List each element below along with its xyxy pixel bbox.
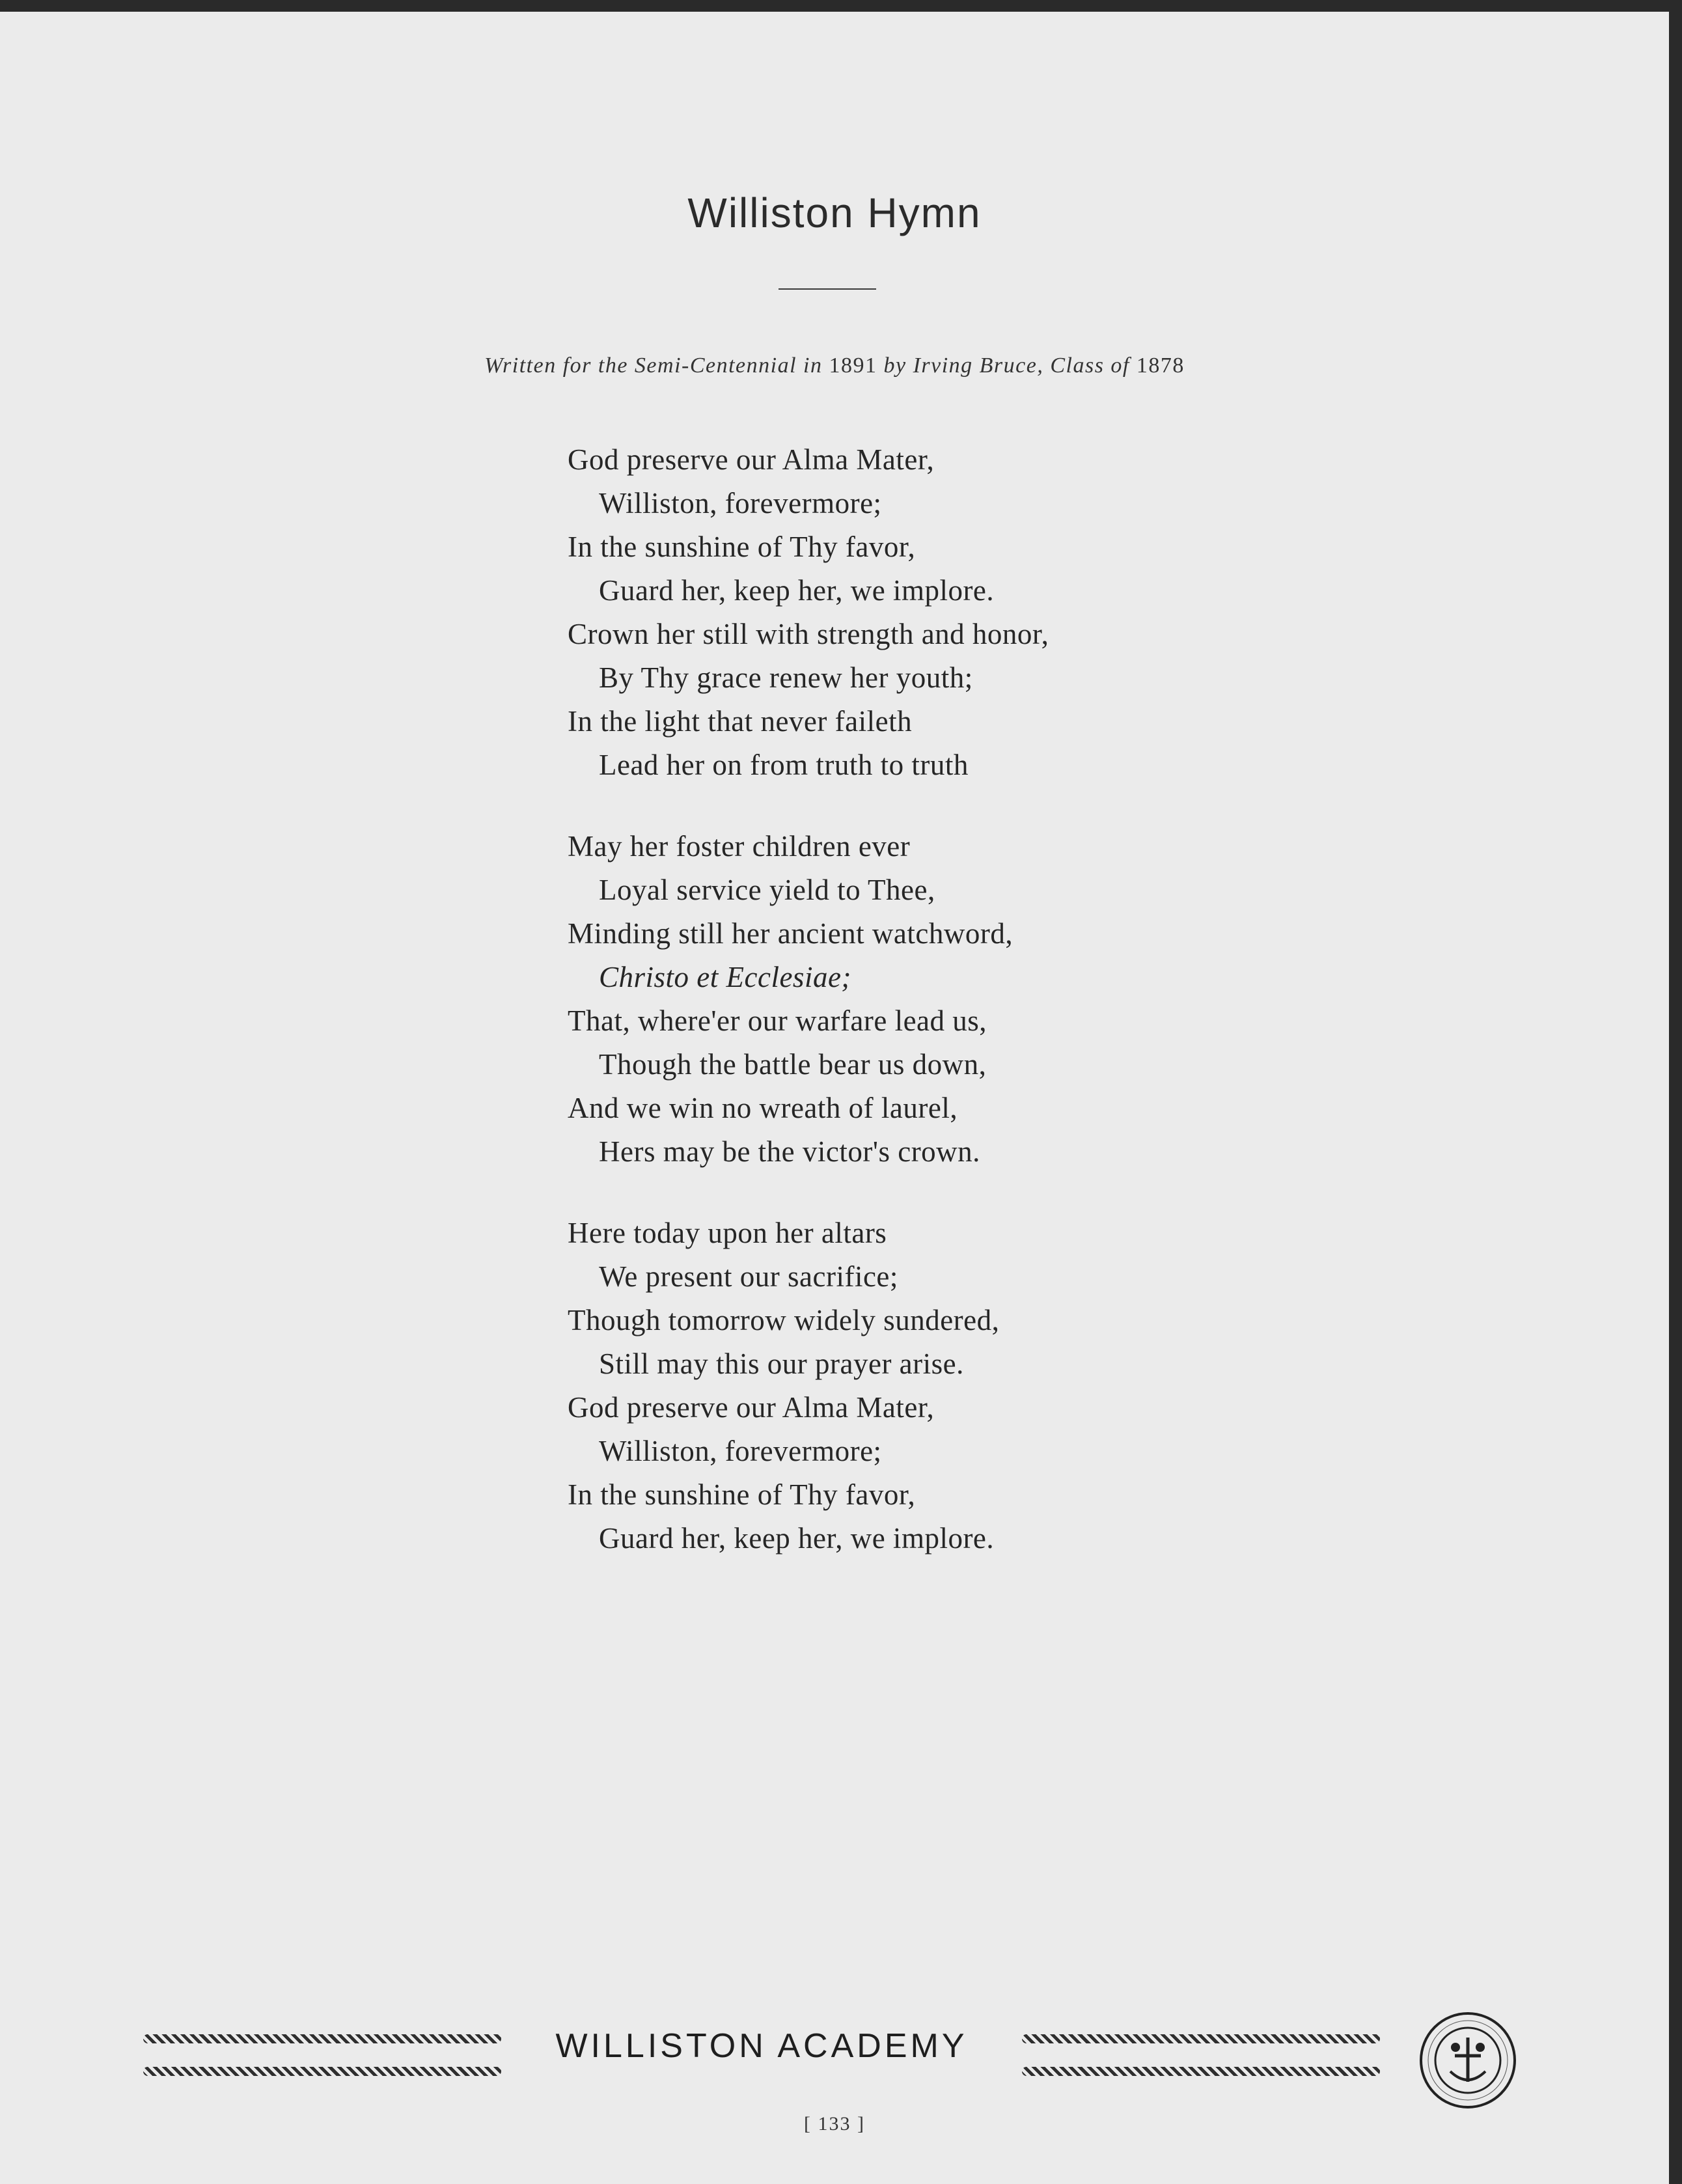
verse-line: God preserve our Alma Mater,	[568, 1391, 935, 1424]
subtitle-year-1891: 1891	[829, 353, 877, 378]
verse-line-motto: Christo et Ecclesiae;	[599, 961, 851, 993]
verse-line: Williston, forevermore;	[599, 487, 882, 519]
hymn-text	[568, 438, 1284, 1598]
document-page	[0, 12, 1669, 2184]
verse-line: Guard her, keep her, we implore.	[599, 574, 995, 607]
stanza-3	[568, 1211, 1284, 1560]
verse-line: That, where'er our warfare lead us,	[568, 1004, 987, 1037]
verse-line: Minding still her ancient watchword,	[568, 917, 1013, 950]
subtitle-occasion: for the Semi-Centennial in	[562, 353, 823, 378]
verse-line: May her foster children ever	[568, 830, 911, 863]
verse-line: Here today upon her altars	[568, 1217, 887, 1249]
verse-line: By Thy grace renew her youth;	[599, 661, 973, 694]
verse-line: In the sunshine of Thy favor,	[568, 531, 916, 563]
page-title: Williston Hymn	[687, 189, 982, 236]
ornament-chain-right-bottom	[1022, 2067, 1380, 2076]
verse-line: Guard her, keep her, we implore.	[599, 1522, 995, 1555]
page-number: [ 133 ]	[804, 2113, 865, 2135]
verse-line: Williston, forevermore;	[599, 1435, 882, 1467]
verse-line: Loyal service yield to Thee,	[599, 874, 935, 906]
title-rule	[779, 288, 876, 290]
subtitle-year-1878: 1878	[1136, 353, 1185, 378]
verse-line: Crown her still with strength and honor,	[568, 618, 1049, 650]
ornament-chain-left-bottom	[143, 2067, 501, 2076]
stanza-2	[568, 825, 1284, 1174]
verse-line: Hers may be the victor's crown.	[599, 1135, 980, 1168]
verse-line: And we win no wreath of laurel,	[568, 1092, 958, 1124]
subtitle-written: Written	[484, 353, 557, 378]
ornament-chain-left-top	[143, 2034, 501, 2043]
verse-line: Though the battle bear us down,	[599, 1048, 987, 1081]
verse-line: We present our sacrifice;	[599, 1260, 898, 1293]
verse-line: Though tomorrow widely sundered,	[568, 1304, 1000, 1336]
subtitle	[0, 353, 1669, 378]
academy-seal-icon	[1419, 2011, 1517, 2109]
footer-school-name: WILLISTON ACADEMY	[555, 2027, 968, 2065]
subtitle-author: by Irving Bruce, Class of	[883, 353, 1130, 378]
stanza-1	[568, 438, 1284, 787]
ornament-chain-right-top	[1022, 2034, 1380, 2043]
verse-line: Still may this our prayer arise.	[599, 1348, 964, 1380]
verse-line: In the sunshine of Thy favor,	[568, 1478, 916, 1511]
verse-line: In the light that never faileth	[568, 705, 913, 738]
verse-line: Lead her on from truth to truth	[599, 749, 969, 781]
verse-line: God preserve our Alma Mater,	[568, 443, 935, 476]
